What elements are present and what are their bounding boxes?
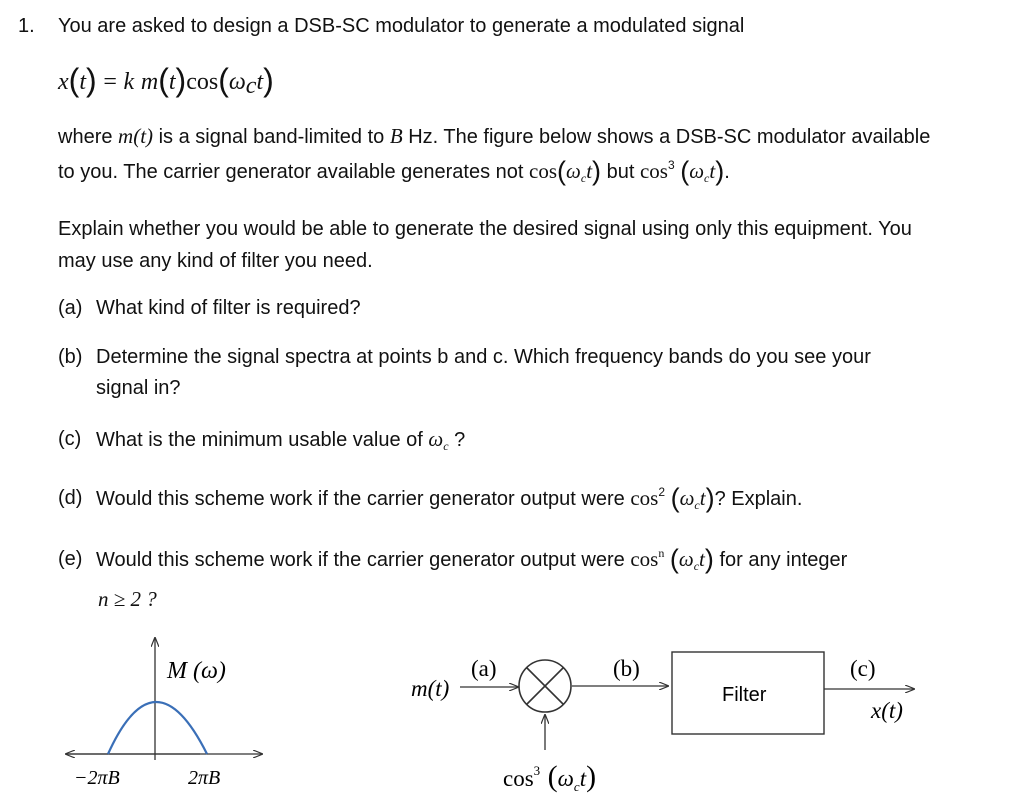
part-e-label: (e) bbox=[58, 548, 83, 570]
part-c-text: What is the minimum usable value of $\omega_c$ ? bbox=[96, 427, 466, 453]
modulated-signal-equation: x(t) = k $m(t)\cos(\omega_ct)$ bbox=[58, 62, 274, 99]
part-e-condition: n ≥ 2 ? bbox=[98, 587, 157, 611]
part-a-text: What kind of filter is required? bbox=[96, 297, 361, 319]
part-a-label: (a) bbox=[58, 297, 83, 319]
part-c-label: (c) bbox=[58, 428, 82, 450]
point-a-label: (a) bbox=[471, 656, 497, 681]
explain-text-line2: may use any kind of filter you need. bbox=[58, 250, 373, 272]
part-d-label: (d) bbox=[58, 487, 83, 509]
bandlimit-statement: where m(t) is a signal band-limited to B Hz. The figure below shows a DSB-SC modulator available bbox=[58, 124, 931, 148]
part-b-label: (b) bbox=[58, 346, 83, 368]
carrier-label: $\cos^3 (\omega_ct)$ bbox=[503, 760, 597, 794]
part-b-text-line2: signal in? bbox=[96, 377, 181, 399]
spectrum-plot bbox=[66, 638, 262, 789]
output-signal-label: x(t) bbox=[871, 698, 903, 723]
spectrum-left-tick: −2πB bbox=[74, 767, 120, 789]
point-c-label: (c) bbox=[850, 656, 876, 681]
part-d-text: Would this scheme work if the carrier generator output were $\cos^2 (\omega_ct)$? Explain. bbox=[96, 483, 803, 513]
explain-text-line1: Explain whether you would be able to generate the desired signal using only this equipment. You bbox=[58, 218, 912, 240]
spectrum-right-tick: 2πB bbox=[188, 767, 221, 789]
part-b-text-line1: Determine the signal spectra at points b and c. Which frequency bands do you see your bbox=[96, 346, 871, 368]
modulator-block-diagram bbox=[411, 652, 914, 794]
part-e-text: Would this scheme work if the carrier generator output were $\cos^n (\omega_ct)$ for any integer bbox=[96, 544, 848, 574]
carrier-statement: to you. The carrier generator available generates not $\cos(\omega_ct)$ but $\cos^3 (\omega_ct)$. bbox=[58, 156, 730, 186]
question-intro: You are asked to design a DSB-SC modulator to generate a modulated signal bbox=[58, 15, 745, 37]
input-signal-label: m(t) bbox=[411, 676, 450, 701]
spectrum-curve bbox=[108, 702, 207, 754]
filter-label: Filter bbox=[722, 684, 767, 706]
spectrum-label: M (ω) bbox=[167, 658, 226, 684]
question-number: 1. bbox=[18, 15, 35, 37]
point-b-label: (b) bbox=[613, 656, 640, 681]
